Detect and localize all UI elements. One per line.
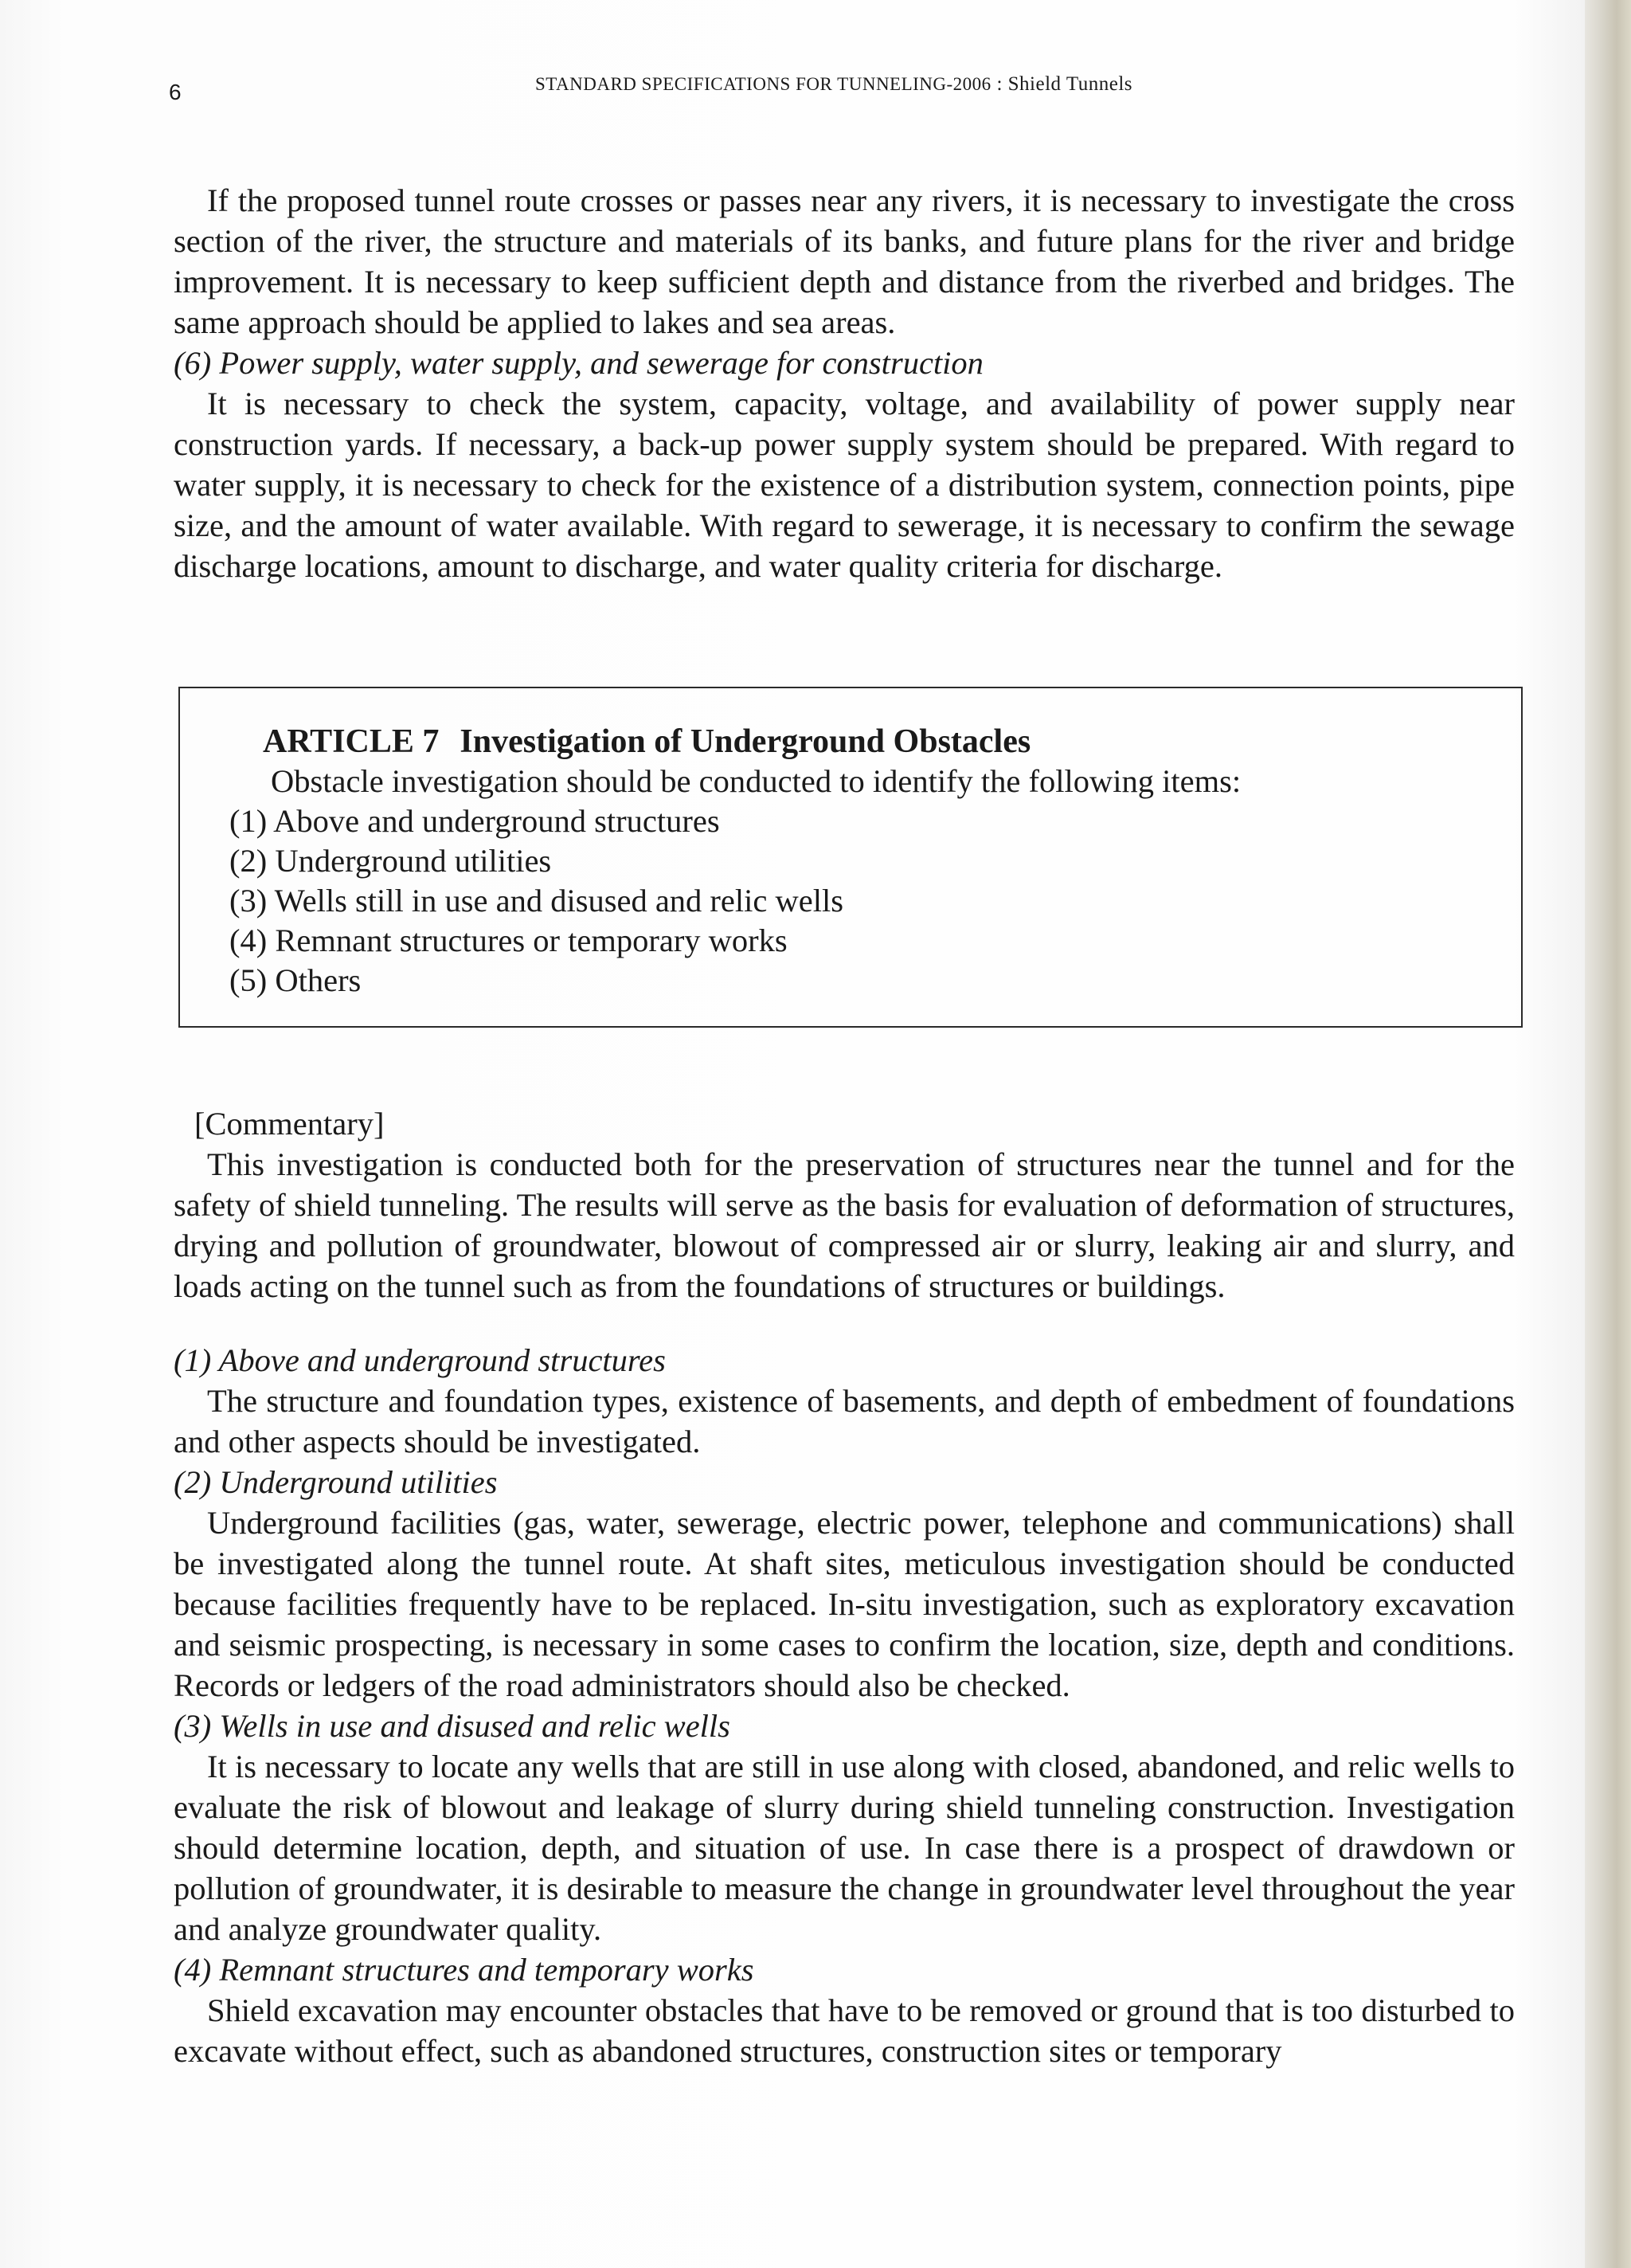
commentary-label: [Commentary]: [194, 1106, 385, 1142]
section-heading-structures: (1) Above and underground structures: [174, 1342, 666, 1378]
list-item: (5) Others: [229, 962, 362, 998]
paragraph-power-water-sewerage: It is necessary to check the system, capacity, voltage, and availability of power supply near construction yards. If necessary, a back-up power supply system should be prepared. With regard to water supply, it is necessary to check for the existence of a distribution system, connection points, pipe size, and the amount of water available. With regard to sewerage, it is necessary to confirm the sewage discharge locations, amount to discharge, and water quality criteria for discharge.: [174, 386, 1515, 584]
section-text-wells: It is necessary to locate any wells that are still in use along with closed, abandoned, and relic wells to evaluate the risk of blowout and leakage of slurry during shield tunneling construction. Investigation should determine location, depth, and situation of use. In case there is a prospect of drawdown or pollution of groundwater, it is desirable to measure the change in groundwater level throughout the year and analyze groundwater quality.: [174, 1749, 1515, 1947]
article-7-content: [229, 722, 1472, 1001]
running-title: [535, 73, 1132, 96]
section-heading-wells: (3) Wells in use and disused and relic wells: [174, 1708, 730, 1744]
section-heading-utilities: (2) Underground utilities: [174, 1464, 498, 1500]
section-text-remnant: Shield excavation may encounter obstacles that have to be removed or ground that is too disturbed to excavate without effect, such as abandoned structures, construction sites or temporary: [174, 1992, 1515, 2069]
commentary-intro: [174, 1103, 1515, 1306]
article-number: ARTICLE 7: [263, 723, 440, 760]
running-title-main: STANDARD SPECIFICATIONS FOR TUNNELING-2006: [535, 74, 992, 94]
list-item: (3) Wells still in use and disused and relic wells: [229, 883, 843, 919]
article-7-box: [178, 687, 1523, 1028]
commentary-paragraph: This investigation is conducted both for the preservation of structures near the tunnel and for the safety of shield tunneling. The results will serve as the basis for evaluation of deformation of structures, drying and pollution of groundwater, blowout of compressed air or slurry, leaking air and slurry, and loads acting on the tunnel such as from the foundations of structures or buildings.: [174, 1146, 1515, 1304]
list-item: (2) Underground utilities: [229, 843, 552, 879]
list-item: (4) Remnant structures or temporary works: [229, 922, 788, 958]
article-item-list: [229, 801, 1472, 1001]
paragraph-rivers: If the proposed tunnel route crosses or passes near any rivers, it is necessary to investigate the cross section of the river, the structure and materials of its banks, and future plans for the river and bridge improvement. It is necessary to keep sufficient depth and distance from the riverbed and bridges. The same approach should be applied to lakes and sea areas.: [174, 182, 1515, 340]
book-spine-edge: [1585, 0, 1631, 2268]
intro-section: [174, 180, 1515, 586]
running-title-separator: :: [991, 73, 1008, 95]
section-text-structures: The structure and foundation types, existence of basements, and depth of embedment of foundations and other aspects should be investigated.: [174, 1383, 1515, 1459]
section-text-utilities: Underground facilities (gas, water, sewerage, electric power, telephone and communications) shall be investigated along the tunnel route. At shaft sites, meticulous investigation should be conducted because facilities frequently have to be replaced. In-situ investigation, such as exploratory excavation and seismic prospecting, is necessary in some cases to confirm the location, size, depth and conditions. Records or ledgers of the road administrators should also be checked.: [174, 1505, 1515, 1703]
article-intro: Obstacle investigation should be conducted to identify the following items:: [271, 763, 1242, 799]
article-title: Investigation of Underground Obstacles: [460, 723, 1031, 760]
article-heading: [229, 722, 1472, 762]
running-title-sub: Shield Tunnels: [1007, 73, 1132, 95]
subhead-power-water-sewerage: (6) Power supply, water supply, and sewerage for construction: [174, 345, 984, 381]
section-heading-remnant: (4) Remnant structures and temporary works: [174, 1952, 754, 1988]
commentary-sections: [174, 1340, 1515, 2071]
page-number: 6: [169, 80, 182, 104]
list-item: (1) Above and underground structures: [229, 803, 720, 839]
